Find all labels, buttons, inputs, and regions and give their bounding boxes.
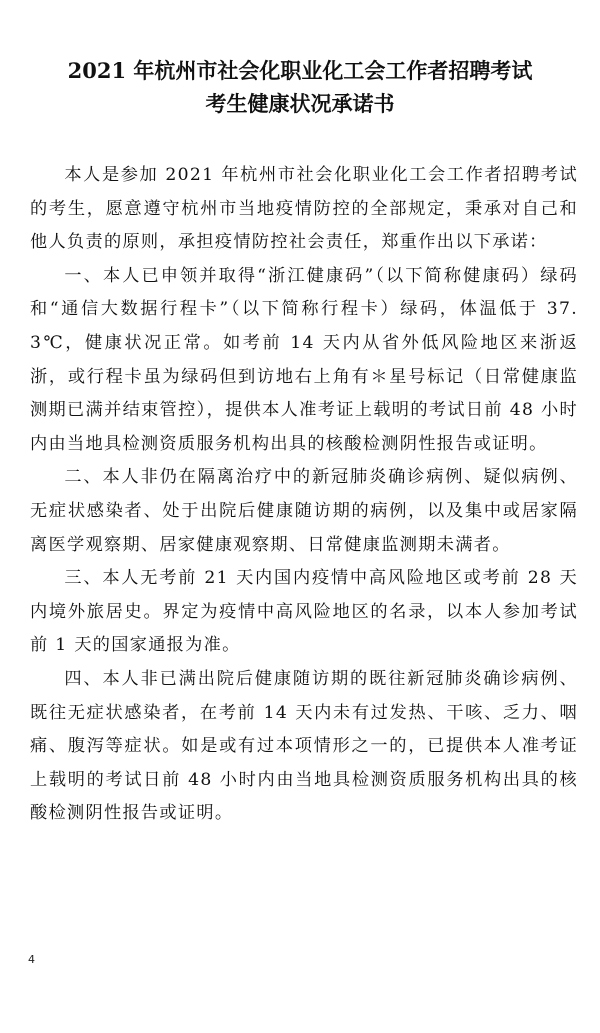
paragraph-intro: 本人是参加 2021 年杭州市社会化职业化工会工作者招聘考试的考生，愿意遵守杭州市当地疫情防控的全部规定，秉承对自己和他人负责的原则，承担疫情防控社会责任，郑重作出以下承诺： [30, 165, 578, 253]
page-number: 4 [28, 953, 35, 966]
paragraph-pledge-4: 四、本人非已满出院后健康随访期的既往新冠肺炎确诊病例、既往无症状感染者，在考前 14 天内未有过发热、干咳、乏力、咽痛、腹泻等症状。如是或有过本项情形之一的，已提供本人准考证上载明的考试日前 48 小时内由当地具检测资质服务机构出具的核酸检测阴性报告或证明。 [30, 668, 578, 824]
document-title-line-1: 2021 年杭州市社会化职业化工会工作者招聘考试 [67, 58, 533, 83]
paragraph-pledge-1: 一、本人已申领并取得“浙江健康码”（以下简称健康码）绿码和“通信大数据行程卡”（以下简称行程卡）绿码，体温低于 37.3℃，健康状况正常。如考前 14 天内从省外低风险地区来浙返浙，或行程卡虽为绿码但到访地右上角有＊星号标记（日常健康监测期已满并结束管控），提供本人准考证上载明的考试日前 48 小时内由当地具检测资质服务机构出具的核酸检测阴性报告或证明。 [30, 265, 578, 454]
paragraph-pledge-3: 三、本人无考前 21 天内国内疫情中高风险地区或考前 28 天内境外旅居史。界定为疫情中高风险地区的名录，以本人参加考试前 1 天的国家通报为准。 [30, 568, 578, 656]
document-body [30, 159, 578, 831]
document-title-line-2: 考生健康状况承诺书 [205, 91, 395, 116]
paragraph-pledge-2: 二、本人非仍在隔离治疗中的新冠肺炎确诊病例、疑似病例、无症状感染者、处于出院后健康随访期的病例，以及集中或居家隔离医学观察期、居家健康观察期、日常健康监测期未满者。 [30, 467, 578, 555]
